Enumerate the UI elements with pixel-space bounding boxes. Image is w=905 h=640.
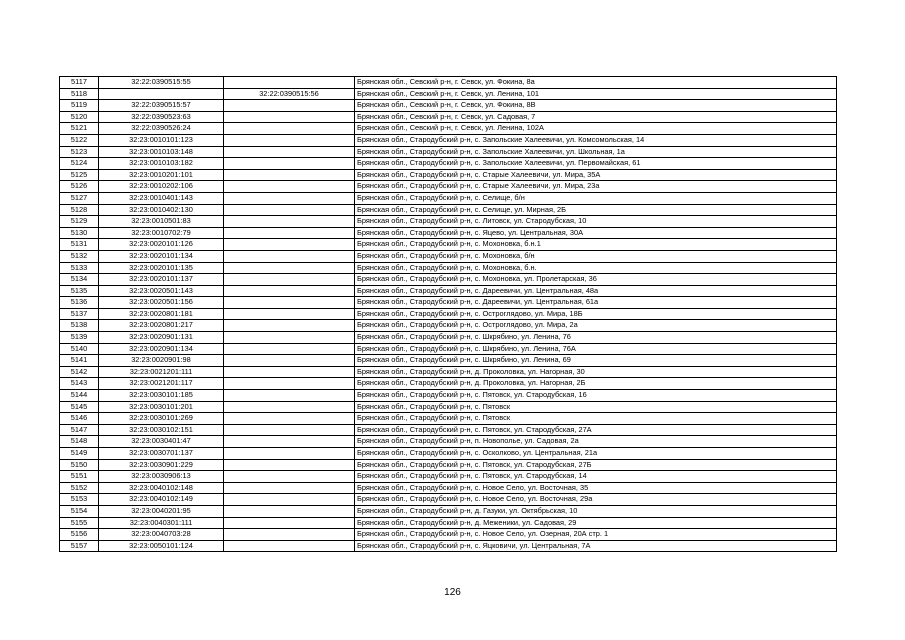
table-row xyxy=(60,448,837,460)
row-number: 5140 xyxy=(60,343,99,355)
address: Брянская обл., Стародубский р-н, с. Пятовск, ул. Стародубская, 27А xyxy=(355,424,837,436)
table-row xyxy=(60,517,837,529)
cadastral-number: 32:23:0030101:185 xyxy=(99,390,224,402)
cadastral-number: 32:23:0040102:148 xyxy=(99,482,224,494)
address: Брянская обл., Стародубский р-н, с. Пятовск, ул. Стародубская, 27Б xyxy=(355,459,837,471)
address: Брянская обл., Севский р-н, г. Севск, ул. Садовая, 7 xyxy=(355,111,837,123)
cadastral-number: 32:23:0050101:124 xyxy=(99,540,224,552)
cadastral-number-alt xyxy=(224,366,355,378)
cadastral-number: 32:23:0010201:101 xyxy=(99,169,224,181)
cadastral-number: 32:23:0021201:117 xyxy=(99,378,224,390)
table-row xyxy=(60,216,837,228)
table-row xyxy=(60,88,837,100)
table-row xyxy=(60,285,837,297)
cadastral-number-alt xyxy=(224,227,355,239)
address: Брянская обл., Стародубский р-н, с. Остроглядово, ул. Мира, 2а xyxy=(355,320,837,332)
address: Брянская обл., Стародубский р-н, с. Новое Село, ул. Восточная, 29а xyxy=(355,494,837,506)
cadastral-number-alt xyxy=(224,448,355,460)
row-number: 5127 xyxy=(60,192,99,204)
cadastral-number-alt xyxy=(224,424,355,436)
address: Брянская обл., Стародубский р-н, с. Пятовск xyxy=(355,401,837,413)
row-number: 5132 xyxy=(60,250,99,262)
cadastral-number: 32:23:0020801:217 xyxy=(99,320,224,332)
cadastral-number-alt xyxy=(224,123,355,135)
address: Брянская обл., Стародубский р-н, с. Старые Халеевичи, ул. Мира, 35А xyxy=(355,169,837,181)
cadastral-number-alt xyxy=(224,320,355,332)
table-row xyxy=(60,111,837,123)
cadastral-number: 32:23:0020801:181 xyxy=(99,308,224,320)
cadastral-number-alt xyxy=(224,343,355,355)
table-row xyxy=(60,274,837,286)
table-row xyxy=(60,482,837,494)
cadastral-number-alt xyxy=(224,239,355,251)
table-row xyxy=(60,540,837,552)
address: Брянская обл., Стародубский р-н, с. Мохоновка, ул. Пролетарская, 36 xyxy=(355,274,837,286)
address: Брянская обл., Стародубский р-н, с. Запольские Халеевичи, ул. Школьная, 1а xyxy=(355,146,837,158)
table-row xyxy=(60,262,837,274)
address: Брянская обл., Стародубский р-н, с. Литовск, ул. Стародубская, 10 xyxy=(355,216,837,228)
row-number: 5118 xyxy=(60,88,99,100)
row-number: 5148 xyxy=(60,436,99,448)
cadastral-number-alt xyxy=(224,540,355,552)
table-row xyxy=(60,134,837,146)
cadastral-number: 32:23:0020901:131 xyxy=(99,332,224,344)
cadastral-number: 32:23:0020101:126 xyxy=(99,239,224,251)
table-row xyxy=(60,529,837,541)
cadastral-number-alt xyxy=(224,482,355,494)
table-row xyxy=(60,192,837,204)
cadastral-number: 32:23:0020901:98 xyxy=(99,355,224,367)
address: Брянская обл., Стародубский р-н, д. Меженики, ул. Садовая, 29 xyxy=(355,517,837,529)
table-row xyxy=(60,250,837,262)
table-row xyxy=(60,494,837,506)
cadastral-number: 32:22:0390526:24 xyxy=(99,123,224,135)
cadastral-number-alt xyxy=(224,390,355,402)
address: Брянская обл., Стародубский р-н, с. Запольские Халеевичи, ул. Комсомольская, 14 xyxy=(355,134,837,146)
cadastral-number-alt xyxy=(224,285,355,297)
table-row xyxy=(60,320,837,332)
cadastral-number-alt xyxy=(224,204,355,216)
row-number: 5154 xyxy=(60,505,99,517)
cadastral-number: 32:23:0040703:28 xyxy=(99,529,224,541)
table-row xyxy=(60,378,837,390)
table-row xyxy=(60,424,837,436)
cadastral-number: 32:23:0030701:137 xyxy=(99,448,224,460)
row-number: 5156 xyxy=(60,529,99,541)
address: Брянская обл., Стародубский р-н, с. Остроглядово, ул. Мира, 18Б xyxy=(355,308,837,320)
cadastral-number: 32:23:0030401:47 xyxy=(99,436,224,448)
cadastral-number: 32:23:0040201:95 xyxy=(99,505,224,517)
page-number: 126 xyxy=(444,587,461,598)
table-row xyxy=(60,100,837,112)
table-row xyxy=(60,505,837,517)
cadastral-table xyxy=(59,76,837,552)
table-row xyxy=(60,459,837,471)
address: Брянская обл., Стародубский р-н, с. Селище, ул. Мирная, 2Б xyxy=(355,204,837,216)
row-number: 5130 xyxy=(60,227,99,239)
row-number: 5125 xyxy=(60,169,99,181)
address: Брянская обл., Стародубский р-н, с. Пятовск, ул. Стародубская, 14 xyxy=(355,471,837,483)
row-number: 5136 xyxy=(60,297,99,309)
cadastral-number: 32:23:0030901:229 xyxy=(99,459,224,471)
cadastral-number: 32:22:0390515:57 xyxy=(99,100,224,112)
cadastral-number-alt xyxy=(224,169,355,181)
address: Брянская обл., Стародубский р-н, с. Старые Халеевичи, ул. Мира, 23а xyxy=(355,181,837,193)
cadastral-number-alt xyxy=(224,413,355,425)
cadastral-number-alt xyxy=(224,250,355,262)
table-row xyxy=(60,355,837,367)
cadastral-number: 32:23:0030102:151 xyxy=(99,424,224,436)
table-row xyxy=(60,204,837,216)
table-row xyxy=(60,77,837,89)
address: Брянская обл., Севский р-н, г. Севск, ул. Ленина, 101 xyxy=(355,88,837,100)
cadastral-number-alt xyxy=(224,355,355,367)
row-number: 5144 xyxy=(60,390,99,402)
cadastral-number xyxy=(99,88,224,100)
row-number: 5143 xyxy=(60,378,99,390)
cadastral-number: 32:23:0030101:269 xyxy=(99,413,224,425)
table-row xyxy=(60,332,837,344)
cadastral-number-alt xyxy=(224,436,355,448)
row-number: 5117 xyxy=(60,77,99,89)
address: Брянская обл., Стародубский р-н, д. Газуки, ул. Октябрьская, 10 xyxy=(355,505,837,517)
row-number: 5147 xyxy=(60,424,99,436)
table-row xyxy=(60,146,837,158)
row-number: 5141 xyxy=(60,355,99,367)
row-number: 5151 xyxy=(60,471,99,483)
table-row xyxy=(60,239,837,251)
table-row xyxy=(60,227,837,239)
cadastral-number: 32:23:0021201:111 xyxy=(99,366,224,378)
cadastral-number: 32:23:0010401:143 xyxy=(99,192,224,204)
address: Брянская обл., Стародубский р-н, с. Мохоновка, б.н.1 xyxy=(355,239,837,251)
cadastral-number: 32:23:0020101:137 xyxy=(99,274,224,286)
row-number: 5120 xyxy=(60,111,99,123)
cadastral-number: 32:23:0010501:83 xyxy=(99,216,224,228)
cadastral-number: 32:23:0030101:201 xyxy=(99,401,224,413)
table-row xyxy=(60,471,837,483)
address: Брянская обл., Стародубский р-н, с. Запольские Халеевичи, ул. Первомайская, 61 xyxy=(355,158,837,170)
row-number: 5146 xyxy=(60,413,99,425)
row-number: 5133 xyxy=(60,262,99,274)
cadastral-number-alt xyxy=(224,100,355,112)
table-row xyxy=(60,308,837,320)
row-number: 5129 xyxy=(60,216,99,228)
row-number: 5138 xyxy=(60,320,99,332)
cadastral-number: 32:23:0010103:148 xyxy=(99,146,224,158)
row-number: 5153 xyxy=(60,494,99,506)
row-number: 5149 xyxy=(60,448,99,460)
table-row xyxy=(60,181,837,193)
table-row xyxy=(60,413,837,425)
address: Брянская обл., Стародубский р-н, с. Дареевичи, ул. Центральная, 61а xyxy=(355,297,837,309)
cadastral-number: 32:23:0020901:134 xyxy=(99,343,224,355)
address: Брянская обл., Стародубский р-н, с. Пятовск xyxy=(355,413,837,425)
cadastral-number: 32:23:0020501:156 xyxy=(99,297,224,309)
cadastral-number-alt xyxy=(224,529,355,541)
row-number: 5157 xyxy=(60,540,99,552)
address: Брянская обл., Стародубский р-н, д. Проколовка, ул. Нагорная, 2Б xyxy=(355,378,837,390)
cadastral-number-alt: 32:22:0390515:56 xyxy=(224,88,355,100)
address: Брянская обл., Стародубский р-н, п. Новополье, ул. Садовая, 2а xyxy=(355,436,837,448)
row-number: 5124 xyxy=(60,158,99,170)
cadastral-number: 32:23:0030906:13 xyxy=(99,471,224,483)
address: Брянская обл., Стародубский р-н, с. Шкрябино, ул. Ленина, 76А xyxy=(355,343,837,355)
row-number: 5137 xyxy=(60,308,99,320)
address: Брянская обл., Стародубский р-н, с. Шкрябино, ул. Ленина, 76 xyxy=(355,332,837,344)
cadastral-number-alt xyxy=(224,146,355,158)
cadastral-number: 32:23:0040102:149 xyxy=(99,494,224,506)
row-number: 5152 xyxy=(60,482,99,494)
cadastral-number-alt xyxy=(224,134,355,146)
cadastral-number-alt xyxy=(224,216,355,228)
cadastral-number-alt xyxy=(224,308,355,320)
address: Брянская обл., Стародубский р-н, с. Мохоновка, б/н xyxy=(355,250,837,262)
cadastral-number-alt xyxy=(224,192,355,204)
address: Брянская обл., Стародубский р-н, с. Селище, б/н xyxy=(355,192,837,204)
cadastral-number: 32:23:0020501:143 xyxy=(99,285,224,297)
address: Брянская обл., Стародубский р-н, д. Проколовка, ул. Нагорная, 30 xyxy=(355,366,837,378)
cadastral-number-alt xyxy=(224,274,355,286)
row-number: 5135 xyxy=(60,285,99,297)
cadastral-number: 32:23:0010402:130 xyxy=(99,204,224,216)
cadastral-number-alt xyxy=(224,505,355,517)
address: Брянская обл., Стародубский р-н, с. Дареевичи, ул. Центральная, 48а xyxy=(355,285,837,297)
table-row xyxy=(60,169,837,181)
cadastral-number-alt xyxy=(224,77,355,89)
row-number: 5139 xyxy=(60,332,99,344)
address: Брянская обл., Севский р-н, г. Севск, ул. Ленина, 102А xyxy=(355,123,837,135)
table-row xyxy=(60,123,837,135)
table-row xyxy=(60,366,837,378)
cadastral-number: 32:23:0010101:123 xyxy=(99,134,224,146)
cadastral-number: 32:23:0020101:135 xyxy=(99,262,224,274)
row-number: 5142 xyxy=(60,366,99,378)
cadastral-number-alt xyxy=(224,401,355,413)
row-number: 5145 xyxy=(60,401,99,413)
address: Брянская обл., Стародубский р-н, с. Новое Село, ул. Озерная, 20А стр. 1 xyxy=(355,529,837,541)
cadastral-number-alt xyxy=(224,332,355,344)
cadastral-number-alt xyxy=(224,471,355,483)
row-number: 5155 xyxy=(60,517,99,529)
table-row xyxy=(60,436,837,448)
table-row xyxy=(60,158,837,170)
row-number: 5123 xyxy=(60,146,99,158)
row-number: 5121 xyxy=(60,123,99,135)
cadastral-number-alt xyxy=(224,181,355,193)
row-number: 5131 xyxy=(60,239,99,251)
address: Брянская обл., Стародубский р-н, с. Яцковичи, ул. Центральная, 7А xyxy=(355,540,837,552)
cadastral-number-alt xyxy=(224,262,355,274)
table-row xyxy=(60,343,837,355)
row-number: 5134 xyxy=(60,274,99,286)
address: Брянская обл., Стародубский р-н, с. Мохоновка, б.н. xyxy=(355,262,837,274)
table-row xyxy=(60,401,837,413)
row-number: 5122 xyxy=(60,134,99,146)
row-number: 5150 xyxy=(60,459,99,471)
table-row xyxy=(60,297,837,309)
cadastral-number-alt xyxy=(224,459,355,471)
address: Брянская обл., Стародубский р-н, с. Новое Село, ул. Восточная, 35 xyxy=(355,482,837,494)
address: Брянская обл., Стародубский р-н, с. Пятовск, ул. Стародубская, 16 xyxy=(355,390,837,402)
cadastral-number-alt xyxy=(224,494,355,506)
cadastral-number: 32:23:0010702:79 xyxy=(99,227,224,239)
address: Брянская обл., Севский р-н, г. Севск, ул. Фокина, 8а xyxy=(355,77,837,89)
cadastral-number: 32:22:0390515:55 xyxy=(99,77,224,89)
address: Брянская обл., Стародубский р-н, с. Шкрябино, ул. Ленина, 69 xyxy=(355,355,837,367)
address: Брянская обл., Стародубский р-н, с. Осколково, ул. Центральная, 21а xyxy=(355,448,837,460)
cadastral-number-alt xyxy=(224,297,355,309)
cadastral-number: 32:23:0040301:111 xyxy=(99,517,224,529)
cadastral-number: 32:23:0020101:134 xyxy=(99,250,224,262)
cadastral-number-alt xyxy=(224,111,355,123)
address: Брянская обл., Севский р-н, г. Севск, ул. Фокина, 8В xyxy=(355,100,837,112)
cadastral-number: 32:22:0390523:63 xyxy=(99,111,224,123)
row-number: 5119 xyxy=(60,100,99,112)
cadastral-number-alt xyxy=(224,517,355,529)
cadastral-number: 32:23:0010103:182 xyxy=(99,158,224,170)
table-body xyxy=(60,77,837,552)
cadastral-number-alt xyxy=(224,378,355,390)
row-number: 5128 xyxy=(60,204,99,216)
cadastral-number: 32:23:0010202:106 xyxy=(99,181,224,193)
table-row xyxy=(60,390,837,402)
row-number: 5126 xyxy=(60,181,99,193)
address: Брянская обл., Стародубский р-н, с. Яцево, ул. Центральная, 30А xyxy=(355,227,837,239)
cadastral-number-alt xyxy=(224,158,355,170)
